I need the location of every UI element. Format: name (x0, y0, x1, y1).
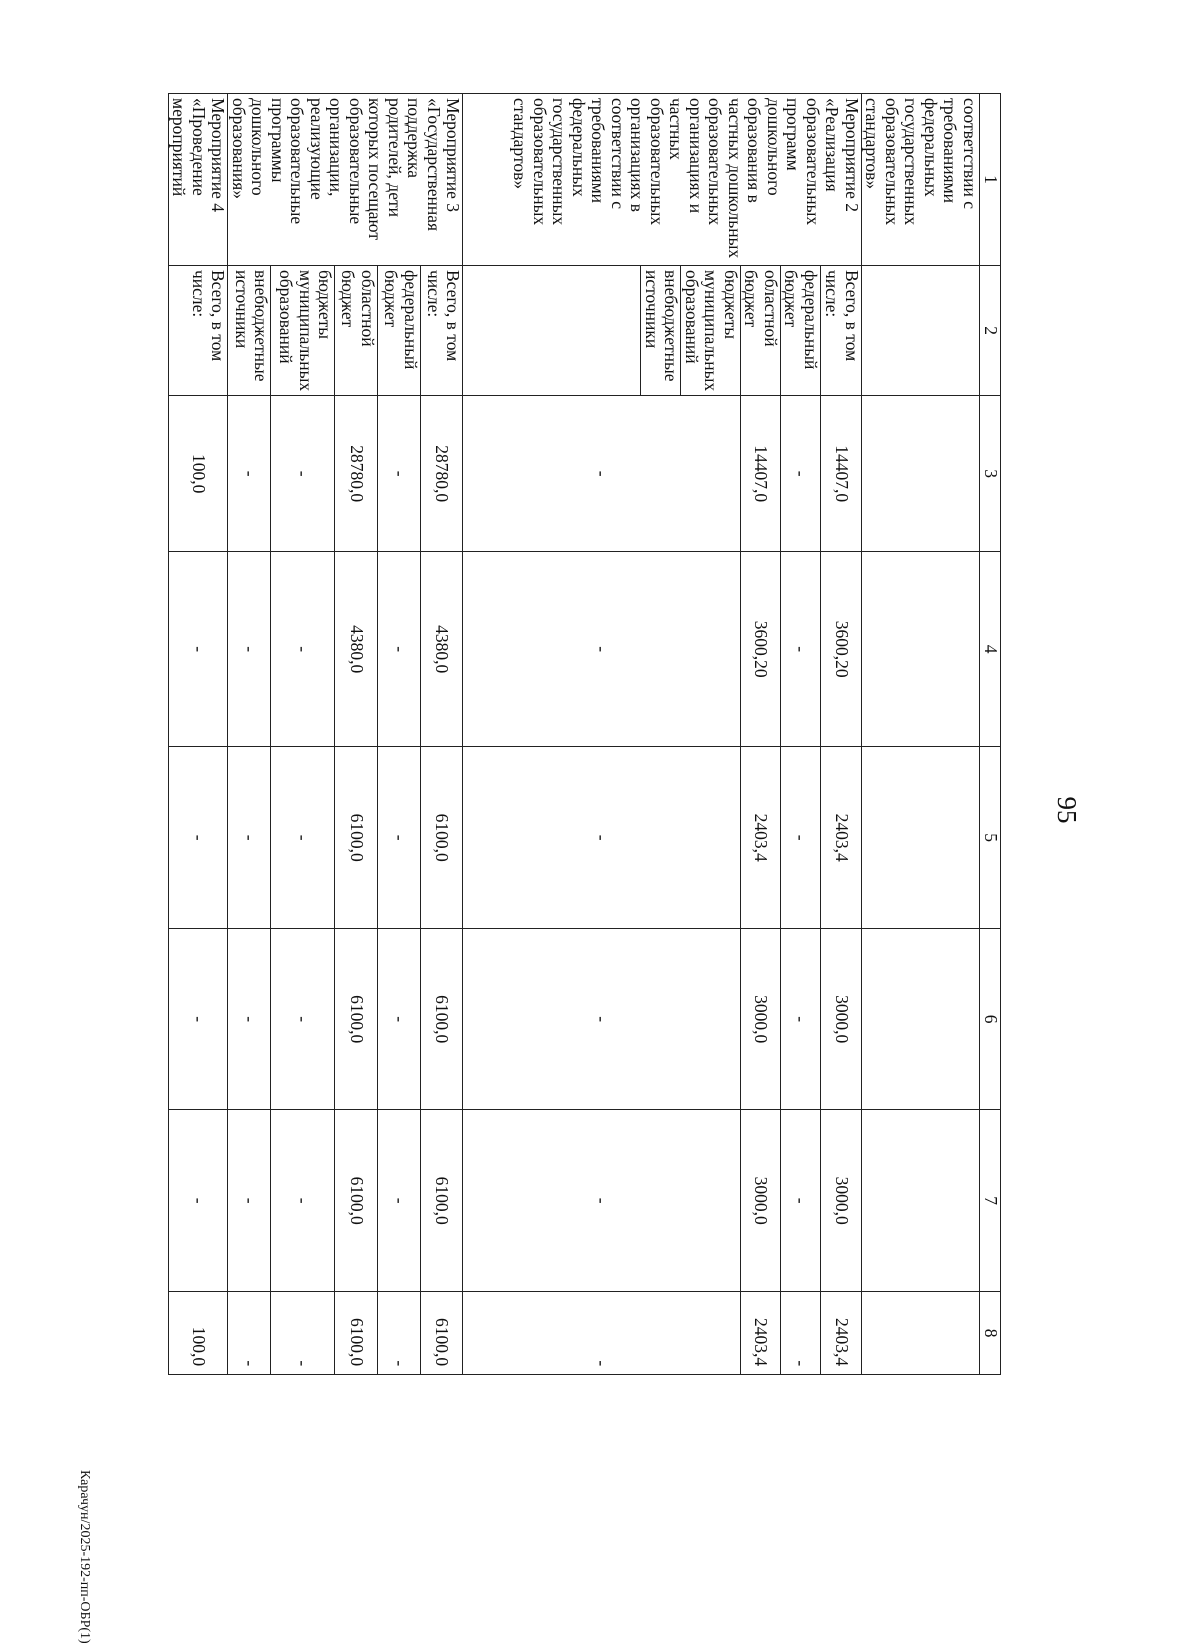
table-row (169, 94, 229, 1375)
source-label: федеральный бюджет (377, 266, 420, 396)
value-cell: - (463, 1110, 741, 1292)
value-cell: 3000,0 (741, 1110, 781, 1292)
value-cell: 4380,0 (420, 552, 463, 747)
value-cell: - (228, 396, 271, 552)
value-cell: 14407,0 (741, 396, 781, 552)
value-cell: - (781, 929, 821, 1110)
continuation-row (862, 94, 980, 1375)
value-cell: 6100,0 (420, 747, 463, 929)
source-label: областной бюджет (741, 266, 781, 396)
value-cell: - (169, 747, 229, 929)
value-cell: 6100,0 (335, 747, 378, 929)
activity-3-name: Мероприятие 3 «Государственная поддержка родителей, дети которых посещают образовательные организации, реализующие образовательные программы дошкольного образования» (228, 94, 463, 266)
source-label: Всего, в том числе: (821, 266, 862, 396)
value-cell: 6100,0 (335, 1292, 378, 1375)
header-cell: 1 (980, 94, 1001, 266)
source-label: внебюджетные источники (228, 266, 271, 396)
value-cell: - (228, 929, 271, 1110)
value-cell: - (271, 1110, 335, 1292)
value-cell: - (377, 552, 420, 747)
value-cell: 28780,0 (335, 396, 378, 552)
value-cell: - (377, 1110, 420, 1292)
value-cell: - (463, 396, 741, 552)
value-cell: - (169, 552, 229, 747)
source-label: Всего, в том числе: (420, 266, 463, 396)
value-cell: 3600,20 (741, 552, 781, 747)
value-cell: - (271, 1292, 335, 1375)
header-cell: 3 (980, 396, 1001, 552)
source-label: бюджеты муниципальных образований (681, 266, 741, 396)
value-cell: - (271, 396, 335, 552)
source-label: областной бюджет (335, 266, 378, 396)
value-cell: 2403,4 (821, 747, 862, 929)
value-cell: - (228, 552, 271, 747)
value-cell: 2403,4 (821, 1292, 862, 1375)
activity-2-name: Мероприятие 2 «Реализация образовательных программ дошкольного образования в частных дошкольных образовательных организациях и частных образовательных организациях в соответствии с требованиями федеральных государственных образовательных стандартов» (463, 94, 862, 266)
table-row (681, 94, 741, 1375)
value-cell: - (169, 929, 229, 1110)
header-cell: 2 (980, 266, 1001, 396)
activity-4-name: Мероприятие 4 «Проведение мероприятий (169, 94, 229, 266)
document-code: Карачун/2025-192-пп-ОБР(1) (77, 1470, 92, 1644)
value-cell: 100,0 (169, 1292, 229, 1375)
table-row (420, 94, 463, 1375)
value-cell: - (271, 747, 335, 929)
table-row (271, 94, 335, 1375)
continued-activity-name: соответствии с требованиями федеральных государственных образовательных стандартов» (862, 94, 980, 266)
value-cell: - (781, 747, 821, 929)
page-number: 95 (1052, 796, 1082, 824)
header-cell: 7 (980, 1110, 1001, 1292)
value-cell: 3000,0 (741, 929, 781, 1110)
value-cell: - (271, 929, 335, 1110)
source-label: Всего, в том числе: (169, 266, 229, 396)
value-cell: - (377, 396, 420, 552)
header-cell: 8 (980, 1292, 1001, 1375)
value-cell: - (377, 1292, 420, 1375)
source-label: федеральный бюджет (781, 266, 821, 396)
header-cell: 5 (980, 747, 1001, 929)
value-cell: 6100,0 (335, 929, 378, 1110)
value-cell: 2403,4 (741, 747, 781, 929)
value-cell: - (228, 1110, 271, 1292)
table-row (228, 94, 271, 1375)
value-cell: - (271, 552, 335, 747)
table-row (781, 94, 821, 1375)
source-label: бюджеты муниципальных образований (271, 266, 335, 396)
value-cell: - (377, 747, 420, 929)
value-cell: 100,0 (169, 396, 229, 552)
value-cell: - (781, 1292, 821, 1375)
value-cell: - (781, 1110, 821, 1292)
value-cell: - (377, 929, 420, 1110)
table-row (821, 94, 862, 1375)
value-cell: - (228, 1292, 271, 1375)
value-cell: 3000,0 (821, 929, 862, 1110)
value-cell: 14407,0 (821, 396, 862, 552)
value-cell: 28780,0 (420, 396, 463, 552)
budget-table (168, 93, 1001, 1375)
table-row (741, 94, 781, 1375)
header-cell: 4 (980, 552, 1001, 747)
value-cell: 3600,20 (821, 552, 862, 747)
value-cell: - (781, 396, 821, 552)
value-cell: 2403,4 (741, 1292, 781, 1375)
value-cell: 6100,0 (420, 1292, 463, 1375)
value-cell: - (463, 1292, 741, 1375)
value-cell: - (463, 929, 741, 1110)
source-label: внебюджетные источники (641, 266, 681, 396)
value-cell: - (169, 1110, 229, 1292)
value-cell: 6100,0 (335, 1110, 378, 1292)
header-row (980, 94, 1001, 1375)
table-row (335, 94, 378, 1375)
value-cell: 4380,0 (335, 552, 378, 747)
value-cell: - (463, 747, 741, 929)
table-row (377, 94, 420, 1375)
value-cell: 6100,0 (420, 929, 463, 1110)
value-cell: - (781, 552, 821, 747)
value-cell: - (463, 552, 741, 747)
value-cell: 6100,0 (420, 1110, 463, 1292)
value-cell: - (228, 747, 271, 929)
header-cell: 6 (980, 929, 1001, 1110)
value-cell: 3000,0 (821, 1110, 862, 1292)
